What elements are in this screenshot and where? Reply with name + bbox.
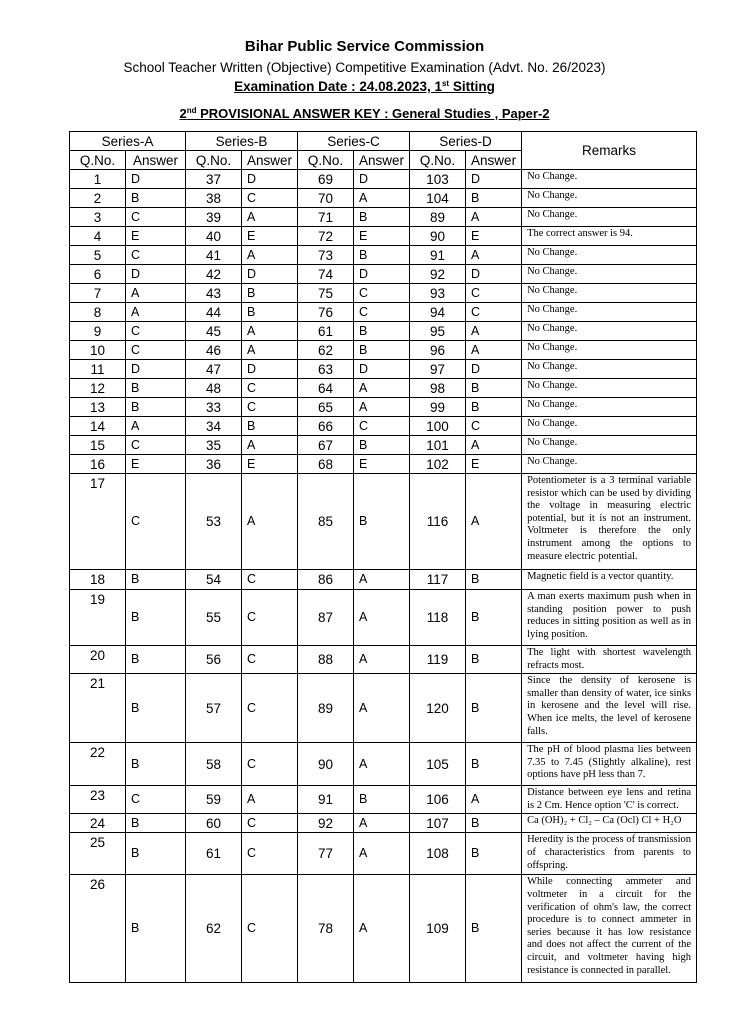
series-b-answer: C <box>242 833 298 875</box>
series-b-qno: 42 <box>186 265 242 284</box>
series-b-qno: 33 <box>186 398 242 417</box>
series-c-qno: 63 <box>298 360 354 379</box>
series-c-qno: 67 <box>298 436 354 455</box>
series-a-qno: 13 <box>70 398 126 417</box>
series-b-qno: 59 <box>186 786 242 814</box>
answer-header: Answer <box>466 151 522 170</box>
series-c-qno: 91 <box>298 786 354 814</box>
series-d-qno: 95 <box>410 322 466 341</box>
table-row <box>70 646 697 674</box>
series-b-answer: C <box>242 646 298 674</box>
exam-date <box>0 79 729 94</box>
answer-key-sup: nd <box>186 106 197 115</box>
series-c-qno: 77 <box>298 833 354 875</box>
series-b-qno: 57 <box>186 674 242 743</box>
series-b-answer: C <box>242 674 298 743</box>
series-c-answer: A <box>354 674 410 743</box>
series-c-qno: 75 <box>298 284 354 303</box>
series-d-qno: 100 <box>410 417 466 436</box>
remark-cell: No Change. <box>522 379 697 398</box>
series-d-qno: 97 <box>410 360 466 379</box>
table-row <box>70 814 697 833</box>
series-a-answer: B <box>126 875 186 983</box>
answer-header: Answer <box>242 151 298 170</box>
answer-header: Answer <box>126 151 186 170</box>
series-d-qno: 98 <box>410 379 466 398</box>
remark-cell: Magnetic field is a vector quantity. <box>522 570 697 590</box>
series-c-answer: D <box>354 360 410 379</box>
series-c-answer: B <box>354 786 410 814</box>
exam-title: School Teacher Written (Objective) Competitive Examination (Advt. No. 26/2023) <box>123 60 606 75</box>
table-row <box>70 455 697 474</box>
exam-date-sup: st <box>441 79 450 88</box>
remark-cell: No Change. <box>522 208 697 227</box>
series-a-qno: 5 <box>70 246 126 265</box>
remark-cell: Ca (OH)₂ + Cl₂ – Ca (Ocl) Cl + H₂O <box>522 814 697 833</box>
series-b-answer: A <box>242 322 298 341</box>
series-a-qno: 17 <box>70 474 126 570</box>
series-c-qno: 76 <box>298 303 354 322</box>
series-d-answer: C <box>466 303 522 322</box>
series-a-answer: C <box>126 322 186 341</box>
series-c-qno: 62 <box>298 341 354 360</box>
series-c-header: Series-C <box>298 132 410 151</box>
series-c-qno: 71 <box>298 208 354 227</box>
series-c-qno: 89 <box>298 674 354 743</box>
series-d-qno: 96 <box>410 341 466 360</box>
remark-cell: No Change. <box>522 455 697 474</box>
table-row <box>70 417 697 436</box>
series-b-answer: C <box>242 814 298 833</box>
series-c-answer: B <box>354 474 410 570</box>
remark-cell: While connecting ammeter and voltmeter in a circuit for the verification of ohm's law, the correct procedure is to connect ammeter in series because it has low resistance and does not affect the current of the circuit, and voltmeter having high resistance is connected in parallel. <box>522 875 697 983</box>
series-a-qno: 12 <box>70 379 126 398</box>
series-b-answer: D <box>242 360 298 379</box>
table-row <box>70 786 697 814</box>
remark-cell: No Change. <box>522 436 697 455</box>
remark-cell: No Change. <box>522 170 697 189</box>
series-d-answer: B <box>466 743 522 786</box>
series-c-answer: D <box>354 170 410 189</box>
series-a-qno: 22 <box>70 743 126 786</box>
series-b-header: Series-B <box>186 132 298 151</box>
series-d-answer: C <box>466 284 522 303</box>
remark-cell: No Change. <box>522 303 697 322</box>
series-a-qno: 23 <box>70 786 126 814</box>
series-d-qno: 107 <box>410 814 466 833</box>
series-c-answer: E <box>354 455 410 474</box>
table-row <box>70 875 697 983</box>
series-d-qno: 89 <box>410 208 466 227</box>
qno-header: Q.No. <box>186 151 242 170</box>
series-d-answer: A <box>466 341 522 360</box>
series-d-answer: B <box>466 833 522 875</box>
series-a-answer: B <box>126 674 186 743</box>
series-d-answer: B <box>466 590 522 646</box>
series-c-qno: 72 <box>298 227 354 246</box>
series-b-qno: 40 <box>186 227 242 246</box>
series-a-answer: D <box>126 170 186 189</box>
exam-date-suffix: Sitting <box>449 79 495 94</box>
series-a-answer: B <box>126 743 186 786</box>
series-c-answer: A <box>354 875 410 983</box>
series-a-qno: 19 <box>70 590 126 646</box>
series-c-answer: B <box>354 208 410 227</box>
series-c-qno: 87 <box>298 590 354 646</box>
answer-key-num: 2 <box>179 106 187 121</box>
table-row <box>70 170 697 189</box>
remark-cell: Heredity is the process of transmission of characteristics from parents to offspring. <box>522 833 697 875</box>
series-b-qno: 47 <box>186 360 242 379</box>
series-d-qno: 103 <box>410 170 466 189</box>
series-c-answer: B <box>354 246 410 265</box>
series-d-answer: B <box>466 189 522 208</box>
series-d-qno: 92 <box>410 265 466 284</box>
remark-cell: The light with shortest wavelength refracts most. <box>522 646 697 674</box>
series-a-qno: 1 <box>70 170 126 189</box>
series-c-answer: A <box>354 590 410 646</box>
series-c-qno: 88 <box>298 646 354 674</box>
series-b-qno: 44 <box>186 303 242 322</box>
table-row <box>70 208 697 227</box>
remark-cell: No Change. <box>522 189 697 208</box>
series-c-answer: B <box>354 436 410 455</box>
series-a-answer: E <box>126 227 186 246</box>
series-a-answer: C <box>126 341 186 360</box>
series-d-qno: 91 <box>410 246 466 265</box>
series-a-qno: 25 <box>70 833 126 875</box>
remark-cell: Potentiometer is a 3 terminal variable resistor which can be used by dividing the voltage in measuring electric potential, but it is not an instrument. Voltmeter is therefore the only instrument among the options to measure electric potential. <box>522 474 697 570</box>
series-c-answer: C <box>354 303 410 322</box>
table-row <box>70 474 697 570</box>
series-a-answer: E <box>126 455 186 474</box>
series-d-answer: A <box>466 436 522 455</box>
series-a-answer: B <box>126 814 186 833</box>
series-a-answer: B <box>126 379 186 398</box>
series-b-qno: 54 <box>186 570 242 590</box>
series-d-answer: A <box>466 246 522 265</box>
series-b-answer: C <box>242 570 298 590</box>
series-d-qno: 120 <box>410 674 466 743</box>
series-a-answer: B <box>126 398 186 417</box>
series-a-answer: B <box>126 590 186 646</box>
remark-cell: No Change. <box>522 398 697 417</box>
table-row <box>70 360 697 379</box>
table-row <box>70 303 697 322</box>
remark-cell: No Change. <box>522 360 697 379</box>
series-a-answer: D <box>126 360 186 379</box>
series-a-qno: 14 <box>70 417 126 436</box>
series-a-qno: 3 <box>70 208 126 227</box>
series-c-qno: 69 <box>298 170 354 189</box>
remark-cell: No Change. <box>522 284 697 303</box>
series-b-qno: 36 <box>186 455 242 474</box>
table-row <box>70 436 697 455</box>
series-d-answer: E <box>466 455 522 474</box>
series-d-qno: 105 <box>410 743 466 786</box>
qno-header: Q.No. <box>410 151 466 170</box>
remark-cell: No Change. <box>522 417 697 436</box>
series-c-answer: A <box>354 833 410 875</box>
series-b-answer: C <box>242 379 298 398</box>
series-c-answer: A <box>354 379 410 398</box>
series-b-qno: 43 <box>186 284 242 303</box>
series-d-qno: 117 <box>410 570 466 590</box>
series-b-answer: C <box>242 189 298 208</box>
series-d-qno: 93 <box>410 284 466 303</box>
answer-key-title <box>0 106 729 121</box>
table-row <box>70 265 697 284</box>
series-c-answer: A <box>354 570 410 590</box>
series-b-answer: B <box>242 417 298 436</box>
series-b-qno: 46 <box>186 341 242 360</box>
series-c-qno: 86 <box>298 570 354 590</box>
series-c-qno: 90 <box>298 743 354 786</box>
series-b-qno: 45 <box>186 322 242 341</box>
series-b-qno: 39 <box>186 208 242 227</box>
series-a-answer: B <box>126 646 186 674</box>
table-row <box>70 341 697 360</box>
series-c-answer: C <box>354 417 410 436</box>
series-a-answer: A <box>126 303 186 322</box>
series-a-qno: 10 <box>70 341 126 360</box>
series-b-answer: A <box>242 474 298 570</box>
series-a-qno: 18 <box>70 570 126 590</box>
series-b-qno: 37 <box>186 170 242 189</box>
table-row <box>70 189 697 208</box>
remark-cell: No Change. <box>522 341 697 360</box>
series-a-qno: 21 <box>70 674 126 743</box>
series-c-answer: A <box>354 398 410 417</box>
series-d-qno: 94 <box>410 303 466 322</box>
series-a-qno: 7 <box>70 284 126 303</box>
table-row <box>70 379 697 398</box>
remark-cell: No Change. <box>522 246 697 265</box>
series-d-answer: A <box>466 208 522 227</box>
series-b-answer: C <box>242 743 298 786</box>
series-d-answer: B <box>466 875 522 983</box>
series-a-qno: 6 <box>70 265 126 284</box>
series-b-answer: C <box>242 590 298 646</box>
series-a-qno: 26 <box>70 875 126 983</box>
series-a-answer: A <box>126 284 186 303</box>
series-c-qno: 73 <box>298 246 354 265</box>
series-b-answer: C <box>242 875 298 983</box>
series-d-qno: 106 <box>410 786 466 814</box>
table-row <box>70 246 697 265</box>
remark-cell: A man exerts maximum push when in standing position power to push reduces in sitting position as well as in lying position. <box>522 590 697 646</box>
series-a-answer: B <box>126 833 186 875</box>
series-d-header: Series-D <box>410 132 522 151</box>
series-b-qno: 41 <box>186 246 242 265</box>
series-a-answer: C <box>126 786 186 814</box>
answer-key-table <box>69 131 697 983</box>
series-b-answer: A <box>242 246 298 265</box>
table-row <box>70 227 697 246</box>
series-c-qno: 92 <box>298 814 354 833</box>
series-b-answer: D <box>242 170 298 189</box>
table-row <box>70 398 697 417</box>
series-c-qno: 64 <box>298 379 354 398</box>
series-a-qno: 24 <box>70 814 126 833</box>
series-d-qno: 90 <box>410 227 466 246</box>
series-b-answer: A <box>242 341 298 360</box>
series-d-answer: D <box>466 170 522 189</box>
remark-cell: Since the density of kerosene is smaller than density of water, ice sinks in kerosene and the level will rise. When ice melts, the level of kerosene falls. <box>522 674 697 743</box>
series-c-answer: A <box>354 646 410 674</box>
table-row <box>70 284 697 303</box>
series-a-header: Series-A <box>70 132 186 151</box>
series-b-qno: 62 <box>186 875 242 983</box>
series-b-qno: 60 <box>186 814 242 833</box>
series-a-qno: 11 <box>70 360 126 379</box>
series-c-answer: D <box>354 265 410 284</box>
series-c-qno: 68 <box>298 455 354 474</box>
series-b-qno: 48 <box>186 379 242 398</box>
qno-header: Q.No. <box>70 151 126 170</box>
series-a-answer: D <box>126 265 186 284</box>
series-d-answer: D <box>466 360 522 379</box>
series-a-answer: C <box>126 208 186 227</box>
series-c-qno: 70 <box>298 189 354 208</box>
series-b-answer: A <box>242 436 298 455</box>
series-a-answer: B <box>126 189 186 208</box>
series-b-answer: A <box>242 786 298 814</box>
series-d-answer: A <box>466 322 522 341</box>
series-b-answer: D <box>242 265 298 284</box>
series-b-qno: 38 <box>186 189 242 208</box>
remark-cell: The correct answer is 94. <box>522 227 697 246</box>
series-d-answer: D <box>466 265 522 284</box>
series-b-answer: C <box>242 398 298 417</box>
remark-cell: Distance between eye lens and retina is 2 Cm. Hence option 'C' is correct. <box>522 786 697 814</box>
series-c-answer: E <box>354 227 410 246</box>
series-c-answer: A <box>354 189 410 208</box>
series-c-qno: 66 <box>298 417 354 436</box>
table-body <box>70 132 697 983</box>
series-b-qno: 35 <box>186 436 242 455</box>
series-c-answer: C <box>354 284 410 303</box>
series-d-answer: B <box>466 379 522 398</box>
series-c-qno: 65 <box>298 398 354 417</box>
series-a-qno: 16 <box>70 455 126 474</box>
remarks-header: Remarks <box>522 132 697 170</box>
series-c-answer: B <box>354 341 410 360</box>
series-a-qno: 9 <box>70 322 126 341</box>
series-d-qno: 118 <box>410 590 466 646</box>
table-row <box>70 743 697 786</box>
table-row <box>70 570 697 590</box>
series-a-qno: 8 <box>70 303 126 322</box>
series-b-qno: 61 <box>186 833 242 875</box>
series-d-answer: E <box>466 227 522 246</box>
exam-date-text: Examination Date : 24.08.2023, 1 <box>234 79 442 94</box>
series-d-answer: B <box>466 674 522 743</box>
remark-cell: No Change. <box>522 322 697 341</box>
series-d-answer: A <box>466 786 522 814</box>
series-d-answer: B <box>466 570 522 590</box>
series-c-qno: 74 <box>298 265 354 284</box>
series-d-qno: 104 <box>410 189 466 208</box>
series-d-answer: B <box>466 398 522 417</box>
series-b-qno: 56 <box>186 646 242 674</box>
series-c-qno: 61 <box>298 322 354 341</box>
series-d-qno: 109 <box>410 875 466 983</box>
series-a-qno: 15 <box>70 436 126 455</box>
series-d-qno: 108 <box>410 833 466 875</box>
qno-header: Q.No. <box>298 151 354 170</box>
series-a-answer: A <box>126 417 186 436</box>
series-d-qno: 102 <box>410 455 466 474</box>
series-b-qno: 58 <box>186 743 242 786</box>
series-a-qno: 20 <box>70 646 126 674</box>
answer-key-text: PROVISIONAL ANSWER KEY : General Studies , Paper-2 <box>196 106 550 121</box>
series-b-qno: 34 <box>186 417 242 436</box>
series-d-answer: B <box>466 814 522 833</box>
series-d-answer: B <box>466 646 522 674</box>
series-a-qno: 4 <box>70 227 126 246</box>
series-c-answer: A <box>354 814 410 833</box>
series-d-answer: A <box>466 474 522 570</box>
series-b-answer: B <box>242 303 298 322</box>
series-a-answer: B <box>126 570 186 590</box>
table-row <box>70 590 697 646</box>
series-a-answer: C <box>126 246 186 265</box>
table-row <box>70 674 697 743</box>
series-b-qno: 53 <box>186 474 242 570</box>
series-header-row <box>70 132 697 151</box>
series-b-answer: A <box>242 208 298 227</box>
series-a-answer: C <box>126 436 186 455</box>
series-b-answer: E <box>242 227 298 246</box>
series-a-qno: 2 <box>70 189 126 208</box>
series-b-qno: 55 <box>186 590 242 646</box>
table-row <box>70 322 697 341</box>
series-a-answer: C <box>126 474 186 570</box>
org-title: Bihar Public Service Commission <box>244 38 485 55</box>
series-b-answer: E <box>242 455 298 474</box>
series-d-answer: C <box>466 417 522 436</box>
remark-cell: No Change. <box>522 265 697 284</box>
series-d-qno: 116 <box>410 474 466 570</box>
series-c-answer: A <box>354 743 410 786</box>
series-d-qno: 99 <box>410 398 466 417</box>
table-row <box>70 833 697 875</box>
series-c-answer: B <box>354 322 410 341</box>
series-c-qno: 85 <box>298 474 354 570</box>
series-b-answer: B <box>242 284 298 303</box>
series-d-qno: 101 <box>410 436 466 455</box>
series-d-qno: 119 <box>410 646 466 674</box>
remark-cell: The pH of blood plasma lies between 7.35 to 7.45 (Slightly alkaline), rest options have pH less than 7. <box>522 743 697 786</box>
answer-header: Answer <box>354 151 410 170</box>
series-c-qno: 78 <box>298 875 354 983</box>
